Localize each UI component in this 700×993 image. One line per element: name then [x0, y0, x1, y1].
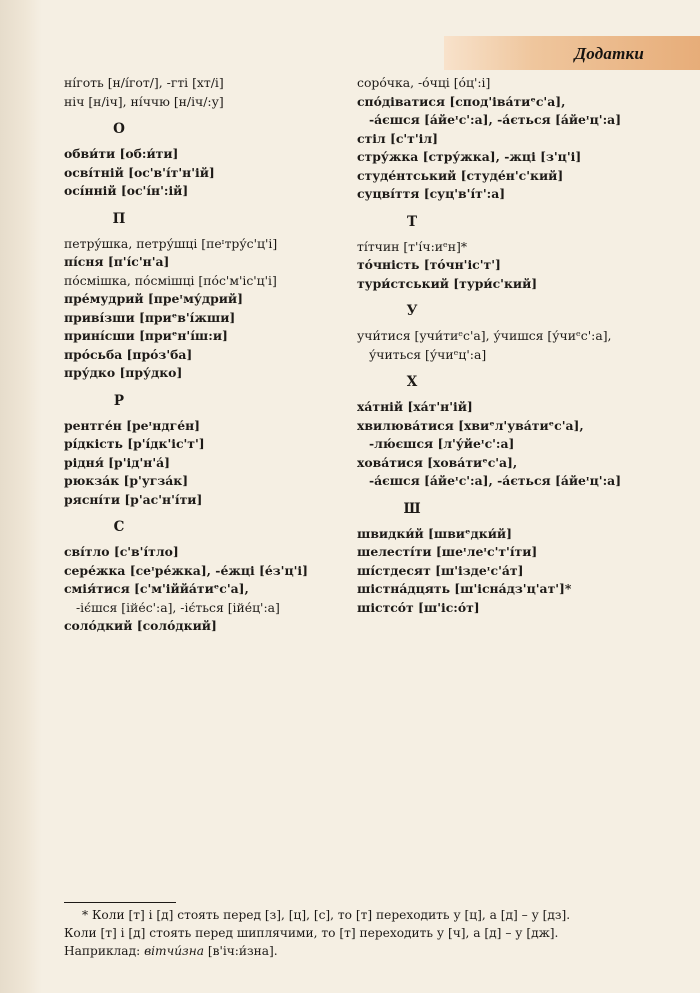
dictionary-entry: освíтній [ос'в'íт'н'ій] — [64, 164, 215, 180]
dictionary-entry: -а́єшся [а́йеᶦс':а], -а́ється [а́йеᶦц':а] — [369, 473, 622, 488]
example-transcription: [в'іч:и́зна]. — [207, 944, 278, 958]
dictionary-entry: петру́шка, петру́шці [пеᶦтру́с'ц'і] — [64, 235, 278, 251]
dictionary-entry: тури́стський [тури́с'кий] — [357, 275, 538, 291]
dictionary-entry: свíтло [с'в'íтло] — [64, 544, 179, 559]
page-binding-shadow — [0, 0, 42, 993]
dictionary-entry: рідня́ [р'ід'н'а́] — [64, 454, 170, 470]
section-title: Додатки — [574, 44, 644, 63]
dictionary-entry: стру́жка [стру́жка], -жці [з'ц'і] — [357, 149, 582, 164]
dictionary-entry: тóчність [тóчн'іс'т'] — [357, 257, 501, 272]
dictionary-entry: суцвíття [суц'в'íт':а] — [357, 186, 506, 201]
example-word: вітчи́зна — [144, 944, 204, 958]
letter-heading-s: С — [113, 519, 125, 535]
dictionary-entry: стіл [с'т'іл] — [357, 130, 438, 146]
dictionary-entry: у́читься [у́чиᵉц':а] — [369, 346, 487, 362]
dictionary-entry: хвилюва́тися [хвиᵉл'ува́тиᵉс'а], — [357, 417, 584, 433]
dictionary-entry: рентге́н [реᶦндге́н] — [64, 417, 201, 433]
dictionary-entry: шелестíти [шеᶦлеᶦс'т'íти] — [357, 544, 538, 559]
dictionary-entry: шістсóт [ш'іс:óт] — [357, 599, 480, 615]
letter-heading-o: О — [113, 121, 125, 137]
dictionary-entry: смія́тися [с'м'іййа́тиᵉс'а], — [64, 581, 249, 596]
dictionary-entry: солóдкий [солóдкий] — [64, 618, 217, 633]
dictionary-entry: учи́тися [учи́тиᵉс'а], у́чишся [у́чиᵉс':а], — [357, 328, 612, 343]
dictionary-entry: осíнній [ос'íн':ій] — [64, 183, 189, 198]
footnote-divider — [64, 902, 176, 903]
dictionary-entry: -а́єшся [а́йеᶦс':а], -а́ється [а́йеᶦц':а] — [369, 112, 622, 127]
dictionary-entry: принíсши [приᵉн'íш:и] — [64, 328, 228, 343]
letter-heading-p: П — [112, 210, 126, 227]
dictionary-entry: пру́дко [пру́дко] — [64, 365, 183, 380]
dictionary-entry: тíтчин [т'íч:иᵉн]* — [357, 238, 468, 254]
letter-heading-kh: Х — [406, 374, 418, 390]
dictionary-entry: рíдкість [р'íдк'іс'т'] — [64, 436, 205, 451]
dictionary-entry: сере́жка [сеᶦре́жка], -е́жці [е́з'ц'і] — [64, 562, 308, 578]
left-column — [64, 74, 354, 636]
dictionary-entry: -іє́шся [ійе́с':а], -іє́ться [ійе́ц':а] — [76, 599, 280, 615]
dictionary-entry: рюкза́к [р'угза́к] — [64, 473, 189, 488]
dictionary-entry: сорóчка, -óчці [óц':і] — [357, 75, 491, 90]
dictionary-entry: швидки́й [швиᵉдки́й] — [357, 525, 512, 541]
section-header-band — [444, 36, 700, 70]
dictionary-entry: спо́діватися [спод'іва́тиᵉс'а], — [357, 93, 566, 109]
dictionary-entry: привíзши [приᵉв'íжши] — [64, 309, 236, 325]
letter-heading-u: У — [406, 303, 418, 319]
dictionary-entry: пíсня [п'íс'н'а] — [64, 254, 170, 269]
right-column — [357, 74, 657, 617]
footnote-line: * Коли [т] і [д] стоять перед [з], [ц], [с], то [т] переходить у [ц], а [д] – у [дз]. — [82, 908, 571, 922]
dictionary-entry: шістна́дцять [ш'існа́дз'ц'ат']* — [357, 581, 572, 596]
dictionary-entry: -лю́єшся [л'у́йеᶦс':а] — [369, 436, 515, 451]
footnote-line: Коли [т] і [д] стоять перед шиплячими, то [т] переходить у [ч], а [д] – у [дж]. — [64, 926, 559, 940]
dictionary-entry: обви́ти [об:и́ти] — [64, 146, 179, 161]
dictionary-entry: ряснíти [р'ас'н'íти] — [64, 491, 203, 507]
dictionary-entry: нíготь [н/íгот/], -гті [хт/і] — [64, 75, 224, 90]
dictionary-entry: ніч [н/іч], нíччю [н/іч/:у] — [64, 93, 224, 109]
letter-heading-t: Т — [406, 213, 418, 230]
dictionary-entry: пре́мудрий [преᶦму́дрий] — [64, 291, 243, 306]
footnote — [64, 906, 624, 960]
dictionary-entry: шíстдесят [ш'іздеᶦс'а́т] — [357, 562, 524, 578]
letter-heading-r: Р — [113, 392, 125, 409]
dictionary-entry: прóсьба [прóз'ба] — [64, 346, 193, 362]
dictionary-entry: студе́нтський [студе́н'с'кий] — [357, 167, 564, 183]
letter-heading-sh: Ш — [403, 500, 421, 517]
dictionary-entry: хова́тися [хова́тиᵉс'а], — [357, 454, 518, 470]
footnote-example: Наприклад: вітчи́зна [в'іч:и́зна]. — [64, 944, 278, 958]
dictionary-entry: ха́тній [ха́т'н'ій] — [357, 399, 473, 414]
dictionary-entry: пóсмішка, пóсмішці [пóс'м'іс'ц'і] — [64, 272, 277, 288]
